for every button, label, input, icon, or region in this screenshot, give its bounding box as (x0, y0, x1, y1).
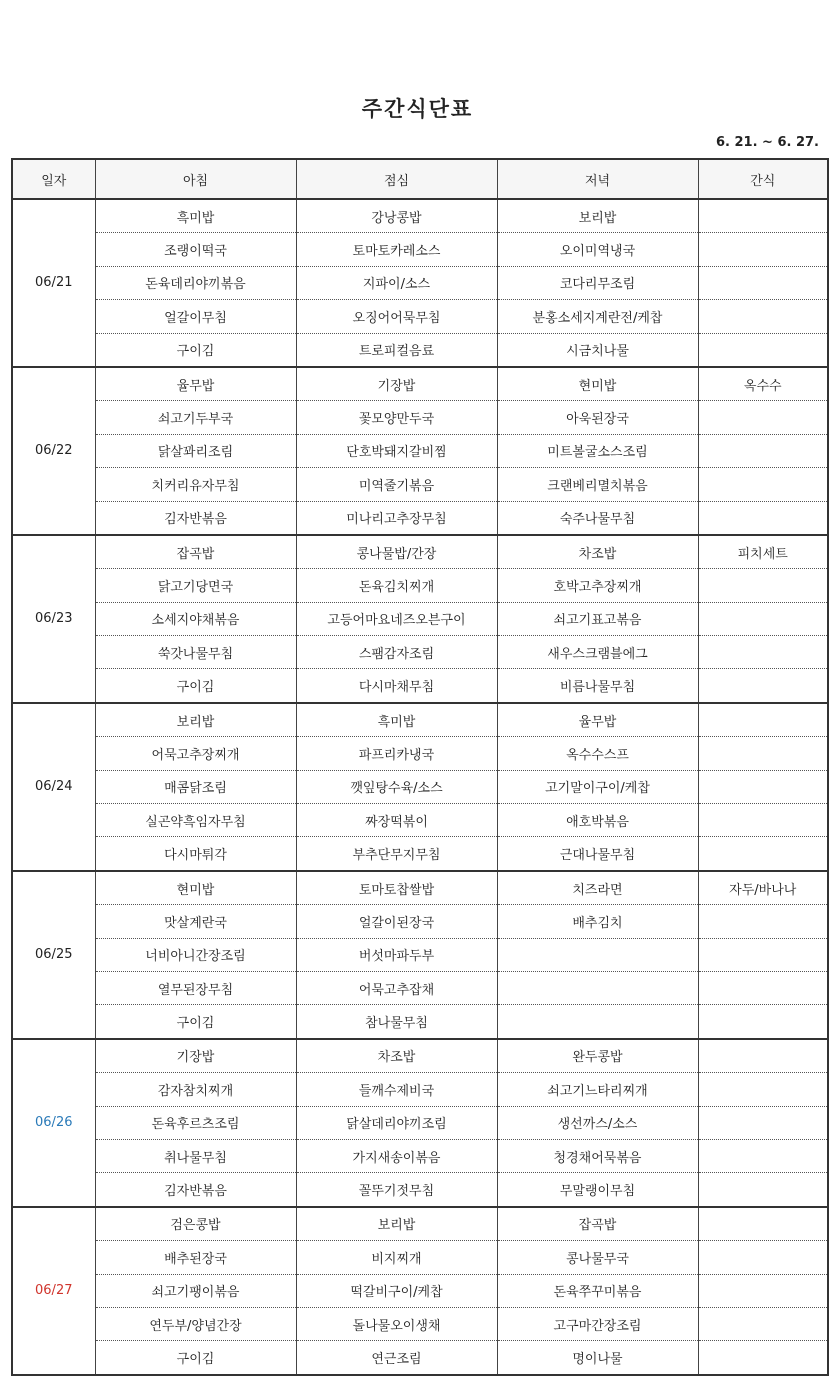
dinner-cell: 미트볼굴소스조림 (497, 434, 698, 467)
breakfast-cell: 매콤닭조림 (95, 770, 296, 803)
lunch-cell: 돌나물오이생채 (296, 1307, 497, 1340)
lunch-cell: 깻잎탕수육/소스 (296, 770, 497, 803)
table-row (12, 737, 828, 770)
breakfast-cell: 닭고기당면국 (95, 569, 296, 602)
breakfast-cell: 잡곡밥 (95, 535, 296, 569)
header-date: 일자 (12, 159, 95, 199)
dinner-cell: 고구마간장조림 (497, 1307, 698, 1340)
dinner-cell: 오이미역냉국 (497, 233, 698, 266)
table-row (12, 1173, 828, 1207)
breakfast-cell: 연두부/양념간장 (95, 1307, 296, 1340)
snack-cell (698, 1207, 828, 1241)
lunch-cell: 닭살데리야끼조림 (296, 1106, 497, 1139)
snack-cell (698, 199, 828, 233)
dinner-cell: 콩나물무국 (497, 1241, 698, 1274)
breakfast-cell: 치커리유자무침 (95, 468, 296, 501)
date-cell: 06/21 (12, 199, 95, 367)
breakfast-cell: 구이김 (95, 1005, 296, 1039)
breakfast-cell: 흑미밥 (95, 199, 296, 233)
table-row (12, 905, 828, 938)
snack-cell (698, 971, 828, 1004)
dinner-cell: 고기말이구이/케찹 (497, 770, 698, 803)
table-row (12, 401, 828, 434)
dinner-cell: 율무밥 (497, 703, 698, 737)
snack-cell (698, 804, 828, 837)
snack-cell (698, 569, 828, 602)
table-row (12, 569, 828, 602)
snack-cell (698, 1073, 828, 1106)
lunch-cell: 지파이/소스 (296, 266, 497, 299)
date-cell: 06/26 (12, 1039, 95, 1207)
table-row (12, 1241, 828, 1274)
table-row (12, 1039, 828, 1073)
lunch-cell: 어묵고추잡채 (296, 971, 497, 1004)
dinner-cell (497, 938, 698, 971)
date-range: 6. 21. ~ 6. 27. (715, 135, 819, 150)
snack-cell (698, 636, 828, 669)
snack-cell (698, 1173, 828, 1207)
breakfast-cell: 구이김 (95, 333, 296, 367)
breakfast-cell: 취나물무침 (95, 1139, 296, 1172)
breakfast-cell: 돈육데리야끼볶음 (95, 266, 296, 299)
lunch-cell: 미나리고추장무침 (296, 501, 497, 535)
breakfast-cell: 김자반볶음 (95, 1173, 296, 1207)
breakfast-cell: 감자참치찌개 (95, 1073, 296, 1106)
snack-cell: 피치세트 (698, 535, 828, 569)
snack-cell (698, 1005, 828, 1039)
breakfast-cell: 얼갈이무침 (95, 300, 296, 333)
lunch-cell: 꼴뚜기젓무침 (296, 1173, 497, 1207)
date-cell: 06/23 (12, 535, 95, 703)
dinner-cell: 명이나물 (497, 1341, 698, 1375)
table-row (12, 837, 828, 871)
header-breakfast: 아침 (95, 159, 296, 199)
table-row (12, 333, 828, 367)
dinner-cell: 현미밥 (497, 367, 698, 401)
table-row (12, 1274, 828, 1307)
dinner-cell: 애호박볶음 (497, 804, 698, 837)
table-row (12, 1341, 828, 1375)
snack-cell (698, 1139, 828, 1172)
lunch-cell: 들깨수제비국 (296, 1073, 497, 1106)
breakfast-cell: 쑥갓나물무침 (95, 636, 296, 669)
dinner-cell: 돈육쭈꾸미볶음 (497, 1274, 698, 1307)
header-lunch: 점심 (296, 159, 497, 199)
table-row (12, 501, 828, 535)
table-row (12, 938, 828, 971)
snack-cell (698, 233, 828, 266)
lunch-cell: 강낭콩밥 (296, 199, 497, 233)
lunch-cell: 단호박돼지갈비찜 (296, 434, 497, 467)
snack-cell (698, 602, 828, 635)
dinner-cell: 비름나물무침 (497, 669, 698, 703)
breakfast-cell: 검은콩밥 (95, 1207, 296, 1241)
breakfast-cell: 김자반볶음 (95, 501, 296, 535)
dinner-cell: 차조밥 (497, 535, 698, 569)
table-row (12, 199, 828, 233)
table-row (12, 1307, 828, 1340)
snack-cell (698, 266, 828, 299)
snack-cell (698, 333, 828, 367)
snack-cell (698, 1106, 828, 1139)
dinner-cell: 잡곡밥 (497, 1207, 698, 1241)
table-row (12, 636, 828, 669)
snack-cell (698, 703, 828, 737)
breakfast-cell: 어묵고추장찌개 (95, 737, 296, 770)
snack-cell (698, 938, 828, 971)
lunch-cell: 연근조림 (296, 1341, 497, 1375)
lunch-cell: 돈육김치찌개 (296, 569, 497, 602)
snack-cell (698, 501, 828, 535)
header-row (12, 159, 828, 199)
dinner-cell (497, 971, 698, 1004)
dinner-cell: 쇠고기느타리찌개 (497, 1073, 698, 1106)
table-row (12, 770, 828, 803)
lunch-cell: 참나물무침 (296, 1005, 497, 1039)
dinner-cell: 옥수수스프 (497, 737, 698, 770)
header-dinner: 저녁 (497, 159, 698, 199)
date-cell: 06/27 (12, 1207, 95, 1375)
breakfast-cell: 열무된장무침 (95, 971, 296, 1004)
table-row (12, 602, 828, 635)
table-row (12, 669, 828, 703)
snack-cell (698, 770, 828, 803)
lunch-cell: 버섯마파두부 (296, 938, 497, 971)
table-row (12, 367, 828, 401)
breakfast-cell: 쇠고기두부국 (95, 401, 296, 434)
dinner-cell: 코다리무조림 (497, 266, 698, 299)
snack-cell (698, 669, 828, 703)
table-row (12, 535, 828, 569)
lunch-cell: 흑미밥 (296, 703, 497, 737)
lunch-cell: 오징어어묵무침 (296, 300, 497, 333)
dinner-cell: 분홍소세지계란전/케찹 (497, 300, 698, 333)
lunch-cell: 토마토찹쌀밥 (296, 871, 497, 905)
table-row (12, 703, 828, 737)
table-row (12, 1073, 828, 1106)
lunch-cell: 얼갈이된장국 (296, 905, 497, 938)
dinner-cell (497, 1005, 698, 1039)
table-row (12, 1207, 828, 1241)
date-cell: 06/22 (12, 367, 95, 535)
breakfast-cell: 보리밥 (95, 703, 296, 737)
weekly-menu-table (11, 158, 829, 1376)
snack-cell: 옥수수 (698, 367, 828, 401)
date-cell: 06/24 (12, 703, 95, 871)
dinner-cell: 호박고추장찌개 (497, 569, 698, 602)
breakfast-cell: 구이김 (95, 669, 296, 703)
table-row (12, 1139, 828, 1172)
date-cell: 06/25 (12, 871, 95, 1039)
breakfast-cell: 조랭이떡국 (95, 233, 296, 266)
lunch-cell: 가지새송이볶음 (296, 1139, 497, 1172)
table-row (12, 871, 828, 905)
breakfast-cell: 쇠고기팽이볶음 (95, 1274, 296, 1307)
header-snack: 간식 (698, 159, 828, 199)
snack-cell (698, 1241, 828, 1274)
breakfast-cell: 닭살꽈리조림 (95, 434, 296, 467)
lunch-cell: 파프리카냉국 (296, 737, 497, 770)
lunch-cell: 기장밥 (296, 367, 497, 401)
snack-cell (698, 905, 828, 938)
lunch-cell: 보리밥 (296, 1207, 497, 1241)
lunch-cell: 고등어마요네즈오븐구이 (296, 602, 497, 635)
page-title: 주간식단표 (361, 97, 474, 121)
snack-cell (698, 837, 828, 871)
breakfast-cell: 율무밥 (95, 367, 296, 401)
table-row (12, 233, 828, 266)
dinner-cell: 생선까스/소스 (497, 1106, 698, 1139)
table-row (12, 300, 828, 333)
snack-cell (698, 434, 828, 467)
snack-cell: 자두/바나나 (698, 871, 828, 905)
breakfast-cell: 돈육후르츠조림 (95, 1106, 296, 1139)
lunch-cell: 부추단무지무침 (296, 837, 497, 871)
dinner-cell: 시금치나물 (497, 333, 698, 367)
snack-cell (698, 468, 828, 501)
snack-cell (698, 737, 828, 770)
dinner-cell: 쇠고기표고볶음 (497, 602, 698, 635)
dinner-cell: 아욱된장국 (497, 401, 698, 434)
lunch-cell: 트로피컬음료 (296, 333, 497, 367)
lunch-cell: 미역줄기볶음 (296, 468, 497, 501)
lunch-cell: 다시마채무침 (296, 669, 497, 703)
dinner-cell: 크랜베리멸치볶음 (497, 468, 698, 501)
breakfast-cell: 맛살계란국 (95, 905, 296, 938)
breakfast-cell: 배추된장국 (95, 1241, 296, 1274)
snack-cell (698, 300, 828, 333)
breakfast-cell: 현미밥 (95, 871, 296, 905)
dinner-cell: 숙주나물무침 (497, 501, 698, 535)
snack-cell (698, 401, 828, 434)
dinner-cell: 근대나물무침 (497, 837, 698, 871)
dinner-cell: 청경채어묵볶음 (497, 1139, 698, 1172)
table-row (12, 1005, 828, 1039)
breakfast-cell: 다시마튀각 (95, 837, 296, 871)
table-row (12, 804, 828, 837)
lunch-cell: 비지찌개 (296, 1241, 497, 1274)
dinner-cell: 무말랭이무침 (497, 1173, 698, 1207)
snack-cell (698, 1274, 828, 1307)
table-row (12, 1106, 828, 1139)
lunch-cell: 스팸감자조림 (296, 636, 497, 669)
lunch-cell: 콩나물밥/간장 (296, 535, 497, 569)
lunch-cell: 떡갈비구이/케찹 (296, 1274, 497, 1307)
breakfast-cell: 너비아니간장조림 (95, 938, 296, 971)
lunch-cell: 짜장떡볶이 (296, 804, 497, 837)
table-row (12, 434, 828, 467)
lunch-cell: 토마토카레소스 (296, 233, 497, 266)
dinner-cell: 완두콩밥 (497, 1039, 698, 1073)
dinner-cell: 새우스크램블에그 (497, 636, 698, 669)
table-row (12, 266, 828, 299)
table-row (12, 468, 828, 501)
breakfast-cell: 소세지야채볶음 (95, 602, 296, 635)
table-row (12, 971, 828, 1004)
snack-cell (698, 1341, 828, 1375)
lunch-cell: 차조밥 (296, 1039, 497, 1073)
snack-cell (698, 1307, 828, 1340)
snack-cell (698, 1039, 828, 1073)
breakfast-cell: 기장밥 (95, 1039, 296, 1073)
breakfast-cell: 구이김 (95, 1341, 296, 1375)
dinner-cell: 보리밥 (497, 199, 698, 233)
dinner-cell: 치즈라면 (497, 871, 698, 905)
breakfast-cell: 실곤약흑임자무침 (95, 804, 296, 837)
lunch-cell: 꽃모양만두국 (296, 401, 497, 434)
dinner-cell: 배추김치 (497, 905, 698, 938)
